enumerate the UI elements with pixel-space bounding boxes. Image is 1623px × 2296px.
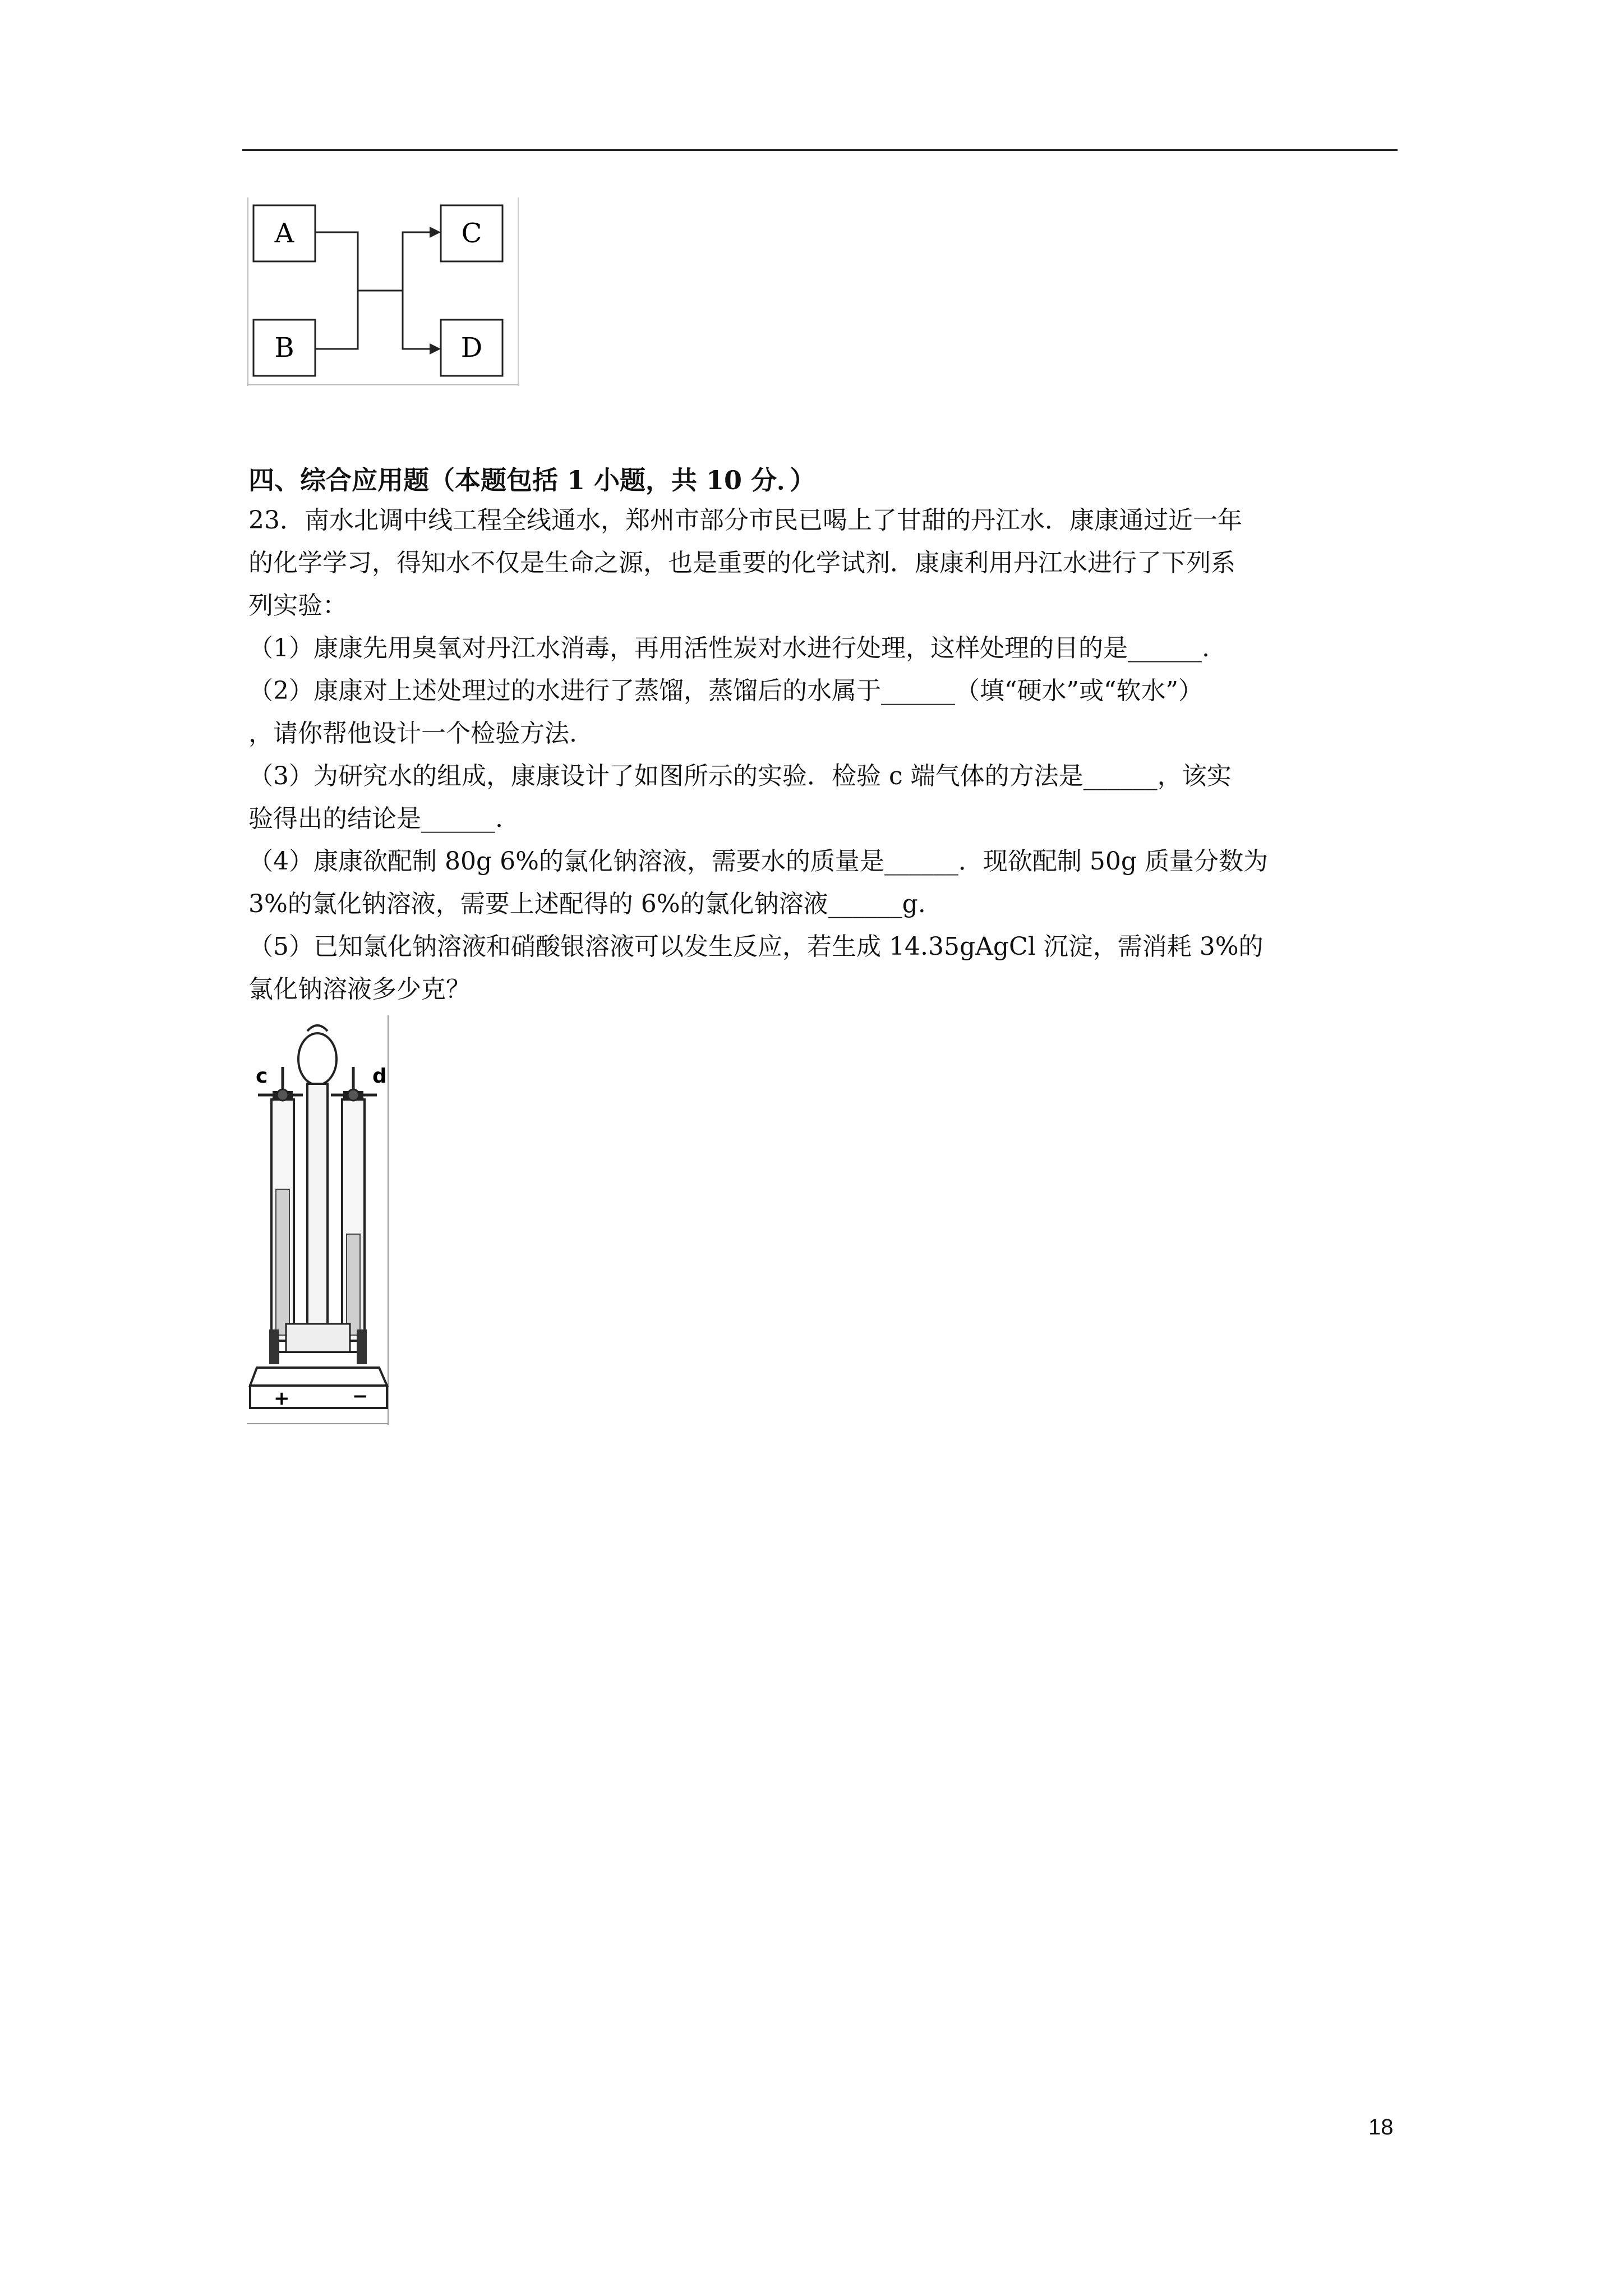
arrow-to-d-icon [430,343,441,355]
reservoir-bulb [298,1033,336,1085]
question-line: 列实验： [248,591,347,620]
question-line: （4）康康欲配制 80g 6%的氯化钠溶液，需要水的质量是______．现欲配制 50g 质量分数为 [248,847,1269,876]
question-line: （3）为研究水的组成，康康设计了如图所示的实验．检验 c 端气体的方法是______，该实 [248,762,1232,790]
label-d: d [372,1065,387,1088]
question-line: （1）康康先用臭氧对丹江水消毒，再用活性炭对水进行处理，这样处理的目的是______. [248,634,1210,662]
question-line: （2）康康对上述处理过的水进行了蒸馏，蒸馏后的水属于______（填“硬水”或“软水”） [248,677,1203,705]
label-plus: + [274,1387,290,1410]
box-d-label: D [460,332,483,364]
question-line: 23．南水北调中线工程全线通水，郑州市部分市民已喝上了甘甜的丹江水．康康通过近一年 [248,506,1242,535]
question-line: 氯化钠溶液多少克？ [248,975,471,1004]
section-title: 四、综合应用题（本题包括 1 小题，共 10 分．） [248,465,816,495]
center-tube [307,1084,328,1331]
left-electrode [269,1329,279,1364]
question-line: （5）已知氯化钠溶液和硝酸银溶液可以发生反应，若生成 14.35gAgCl 沉淀，需消耗 3%的 [248,932,1264,961]
electrolysis-apparatus [247,1015,390,1425]
right-connector [403,232,436,349]
label-minus: − [352,1385,368,1407]
left-connector [315,232,358,349]
label-c: c [256,1065,268,1088]
question-line: ，请你帮他设计一个检验方法. [248,719,577,748]
right-electrode [357,1329,367,1364]
box-b-label: B [274,332,294,364]
question-line: 的化学学习，得知水不仅是生命之源，也是重要的化学试剂．康康利用丹江水进行了下列系 [248,549,1235,577]
question-line: 3%的氯化钠溶液，需要上述配得的 6%的氯化钠溶液______g. [248,890,926,918]
question-23 [248,499,1398,1011]
reaction-diagram [247,197,519,386]
header-rule [242,149,1398,151]
box-a-label: A [274,218,294,249]
arrow-to-c-icon [430,227,441,238]
box-c-label: C [461,218,482,249]
question-line: 验得出的结论是______. [248,804,503,833]
page-number: 18 [1368,2115,1394,2139]
apparatus-base [250,1368,387,1386]
